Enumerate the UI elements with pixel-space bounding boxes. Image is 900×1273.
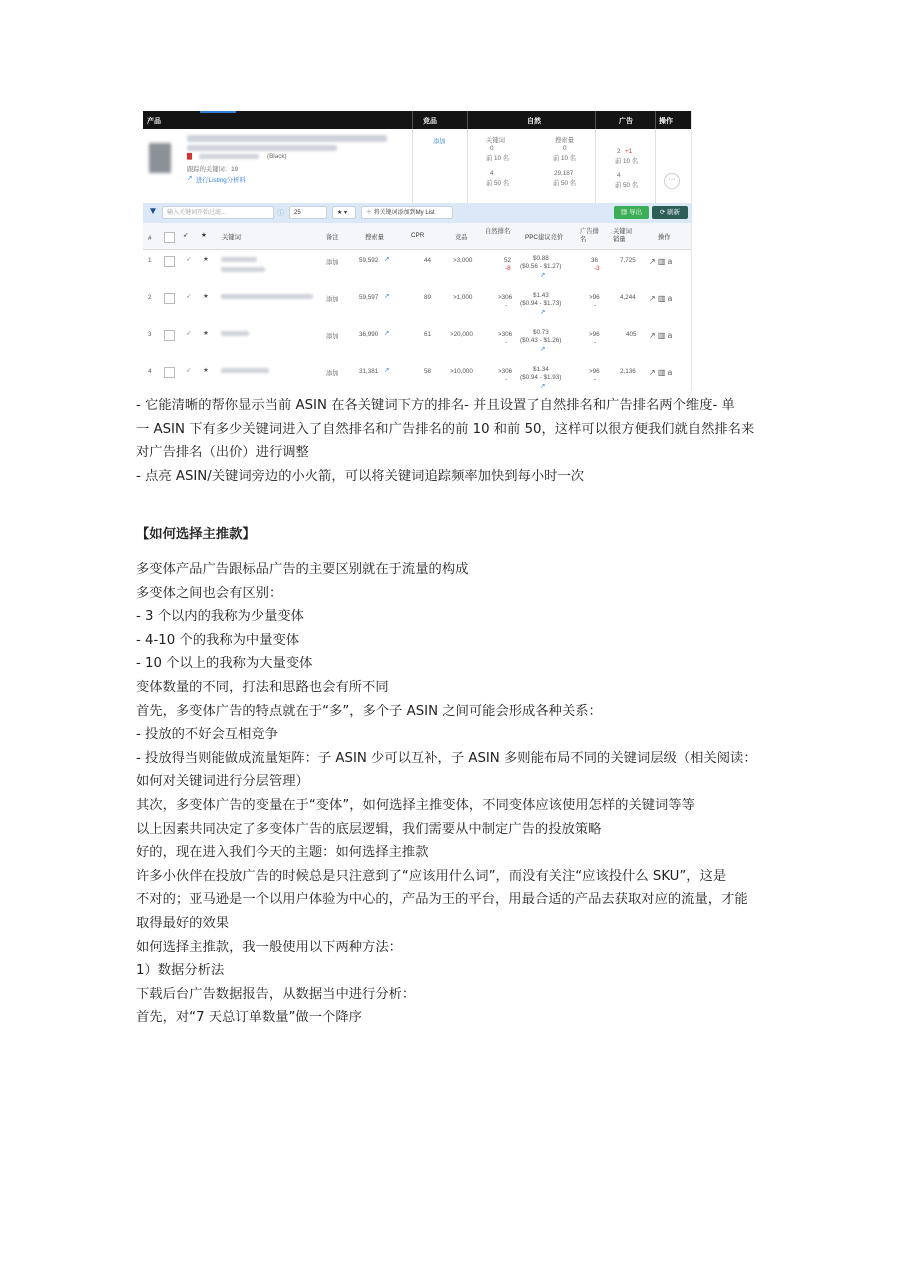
table-row: 4 ➶ ★ 添加 31,381 ↗ 58 >10,000 >306 - $1.34 ($0.94 - $1.93) ↗ >96 - 2,136 ↗ ▥ a	[143, 361, 691, 391]
keyword-filter-input[interactable]: 输入关键词开始过滤...	[162, 206, 274, 219]
trend-chart-icon[interactable]: ↗	[540, 272, 546, 279]
add-note-link[interactable]: 添加	[326, 333, 339, 340]
header-product: 产品	[147, 118, 161, 125]
section-heading: 【如何选择主推款】	[136, 527, 256, 542]
paragraph-line: 首先，多变体广告的特点就在于“多”，多个子 ASIN 之间可能会形成各种关系：	[136, 703, 602, 719]
blurred-keyword	[221, 257, 257, 262]
table-row: 1 ➶ ★ 添加 59,592 ↗ 44 >3,000 52 -8 $0.88 ($0.56 - $1.27) ↗ 36 -3 7,725 ↗ ▥ a	[143, 250, 691, 288]
star-icon[interactable]: ★	[203, 330, 209, 337]
table-group-header	[143, 111, 691, 129]
article-body	[136, 558, 776, 1030]
select-all-checkbox[interactable]	[164, 232, 175, 243]
row-actions-icons[interactable]: ↗ ▥ a	[649, 294, 673, 303]
add-note-link[interactable]: 添加	[326, 259, 339, 266]
add-to-mylist-button[interactable]: ＋ 将关键词添加到My List	[361, 206, 453, 219]
paragraph-line: 许多小伙伴在投放广告的时候总是只注意到了“应该用什么词”，而没有关注“应该投什么 SKU”，这是	[136, 868, 727, 884]
col-competitors[interactable]: 竞品	[455, 234, 468, 241]
col-organic-rank[interactable]: 自然排名	[485, 228, 511, 235]
paragraph-line: - 它能清晰的帮你显示当前 ASIN 在各关键词下方的排名- 并且设置了自然排名和广告排名两个维度- 单	[136, 398, 735, 413]
product-color: (Black)	[267, 153, 287, 160]
row-checkbox[interactable]	[164, 330, 175, 341]
row-checkbox[interactable]	[164, 367, 175, 378]
trend-chart-icon[interactable]: ↗	[384, 330, 390, 337]
keyword-tool-screenshot	[143, 111, 692, 391]
paragraph-line: 取得最好的效果	[136, 915, 230, 931]
refresh-icon: ⟳	[659, 209, 668, 216]
paragraph-line: 如何对关键词进行分层管理）	[136, 774, 309, 790]
star-icon[interactable]: ★	[203, 293, 209, 300]
row-actions-icons[interactable]: ↗ ▥ a	[649, 331, 673, 340]
col-cpr[interactable]: CPR	[411, 232, 425, 239]
col-no[interactable]: #	[148, 235, 152, 242]
product-summary-row: ▇ (Black) 跟踪的关键词：19 ↗ 进行Listing分析料 添加 关键词 搜索量 0 前 10 名 0 前 10 名 4 前 50 名 29,187 前 50 名 2 +1 前 10 名 4 前 50 名 ···	[143, 129, 691, 214]
page-size-select[interactable]: 25	[289, 206, 327, 219]
listing-analysis-link[interactable]: 进行Listing分析料	[196, 177, 246, 184]
col-note[interactable]: 备注	[326, 234, 339, 241]
col-search-volume[interactable]: 搜索量	[365, 234, 384, 241]
export-button[interactable]: ▦ 导出	[614, 206, 649, 219]
paragraph-line: 以上因素共同决定了多变体广告的底层逻辑，我们需要从中制定广告的投放策略	[136, 821, 602, 837]
col-keyword[interactable]: 关键词	[222, 234, 241, 241]
col-keyword-sales[interactable]: 关键词销量	[613, 228, 632, 243]
trend-chart-icon[interactable]: ↗	[384, 256, 390, 263]
blurred-keyword	[221, 331, 249, 336]
keyword-table-header	[143, 223, 691, 250]
refresh-button[interactable]: ⟳ 刷新	[652, 206, 688, 219]
rocket-icon: ➶	[183, 232, 189, 239]
paragraph-line: 下载后台广告数据报告，从数据当中进行分析：	[136, 986, 416, 1002]
trend-chart-icon[interactable]: ↗	[540, 346, 546, 353]
trend-chart-icon[interactable]: ↗	[540, 309, 546, 316]
row-actions-icons[interactable]: ↗ ▥ a	[649, 368, 673, 377]
paragraph-line: - 10 个以上的我称为大量变体	[136, 656, 313, 672]
paragraph-line: 如何选择主推款，我一般使用以下两种方法：	[136, 939, 402, 955]
blurred-keyword	[221, 294, 313, 299]
paragraph-line: - 3 个以内的我称为少量变体	[136, 609, 304, 625]
paragraph-line: 变体数量的不同，打法和思路也会有所不同	[136, 679, 389, 695]
paragraph-line: 首先，对“7 天总订单数量”做一个降序	[136, 1010, 362, 1026]
tracked-keywords: 跟踪的关键词：19	[187, 166, 239, 173]
more-options-button[interactable]: ···	[664, 173, 680, 189]
help-icon: ⓘ	[277, 210, 284, 217]
paragraph-line: - 4-10 个的我称为中量变体	[136, 632, 300, 648]
rocket-icon[interactable]: ➶	[186, 293, 192, 300]
blurred-title	[187, 135, 387, 142]
paragraph-line: 多变体之间也会有区别：	[136, 585, 283, 601]
trend-chart-icon[interactable]: ↗	[384, 293, 390, 300]
paragraph-line: 对广告排名（出价）进行调整	[136, 445, 309, 461]
col-ppc-bid[interactable]: PPC建议竞价	[525, 234, 564, 241]
header-actions: 操作	[659, 118, 673, 125]
star-filter-select[interactable]: ★ ▾	[332, 206, 356, 219]
header-ads: 广告	[619, 118, 633, 125]
col-actions: 操作	[658, 234, 671, 241]
external-link-icon: ↗	[187, 175, 193, 182]
star-icon[interactable]: ★	[203, 367, 209, 374]
star-icon[interactable]: ★	[203, 256, 209, 263]
filter-toolbar	[143, 203, 691, 223]
add-competitor-link[interactable]: 添加	[433, 138, 446, 145]
row-actions-icons[interactable]: ↗ ▥ a	[649, 257, 673, 266]
add-note-link[interactable]: 添加	[326, 296, 339, 303]
table-row: 2 ➶ ★ 添加 59,597 ↗ 89 >1,000 >306 - $1.43 ($0.94 - $1.73) ↗ >96 - 4,244 ↗ ▥ a	[143, 287, 691, 325]
trend-chart-icon[interactable]: ↗	[540, 383, 546, 390]
trend-chart-icon[interactable]: ↗	[384, 367, 390, 374]
table-row: 3 ➶ ★ 添加 36,990 ↗ 61 >20,000 >306 - $0.73 ($0.43 - $1.26) ↗ >96 - 405 ↗ ▥ a	[143, 324, 691, 362]
header-competitor: 竞品	[423, 118, 437, 125]
star-icon: ★	[201, 232, 207, 239]
add-note-link[interactable]: 添加	[326, 370, 339, 377]
paragraph-line: 好的，现在进入我们今天的主题：如何选择主推款	[136, 845, 429, 861]
row-checkbox[interactable]	[164, 293, 175, 304]
paragraph-line: - 投放的不好会互相竞争	[136, 727, 278, 743]
rocket-icon[interactable]: ➶	[186, 330, 192, 337]
filter-icon: ▼	[148, 206, 158, 217]
paragraph-line: 一 ASIN 下有多少关键词进入了自然排名和广告排名的前 10 和前 50，这样可以很方便我们就自然排名来	[136, 421, 755, 437]
blurred-keyword	[221, 368, 269, 373]
paragraph-line: 其次，多变体广告的变量在于“变体”，如何选择主推变体，不同变体应该使用怎样的关键词等等	[136, 797, 695, 813]
table-icon: ▦	[620, 209, 630, 216]
paragraph-line: - 点亮 ASIN/关键词旁边的小火箭，可以将关键词追踪频率加快到每小时一次	[136, 468, 585, 484]
rocket-icon[interactable]: ➶	[186, 367, 192, 374]
col-ad-rank[interactable]: 广告排名	[580, 228, 599, 243]
article-intro	[136, 394, 776, 488]
paragraph-line: - 投放得当则能做成流量矩阵：子 ASIN 少可以互补，子 ASIN 多则能布局不同的关键词层级（相关阅读：	[136, 750, 757, 766]
paragraph-line: 1）数据分析法	[136, 963, 225, 979]
product-thumbnail	[149, 143, 171, 173]
us-flag-icon: ▇	[187, 153, 192, 160]
row-checkbox[interactable]	[164, 256, 175, 267]
paragraph-line: 多变体产品广告跟标品广告的主要区别就在于流量的构成	[136, 562, 469, 577]
rocket-icon[interactable]: ➶	[186, 256, 192, 263]
header-organic: 自然	[527, 118, 541, 125]
paragraph-line: 不对的；亚马逊是一个以用户体验为中心的，产品为王的平台，用最合适的产品去获取对应的流量，才能	[136, 892, 748, 908]
